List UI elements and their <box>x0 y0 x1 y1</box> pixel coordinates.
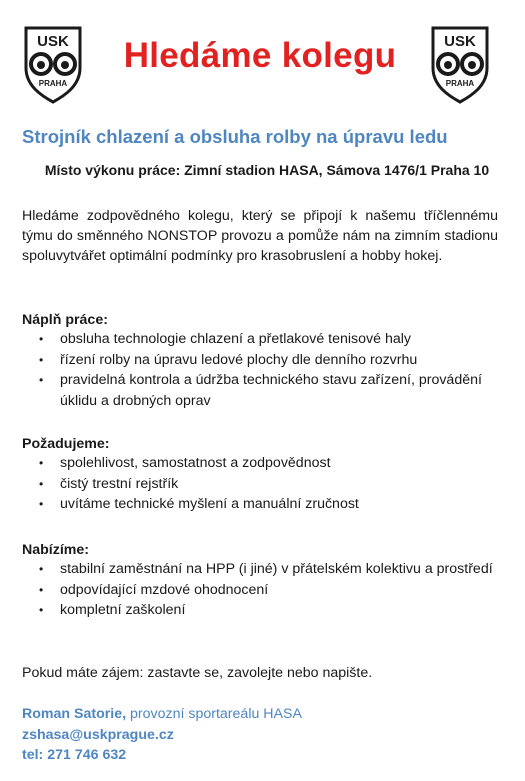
contact-person <box>22 704 502 725</box>
list-item <box>22 559 502 580</box>
job-title: Strojník chlazení a obsluha rolby na úpravu ledu <box>22 126 448 147</box>
contact-phone: tel: 271 746 632 <box>22 747 127 763</box>
list-item <box>22 580 502 601</box>
usk-praha-logo-left <box>20 24 86 104</box>
list-item-text: řízení rolby na úpravu ledové plochy dle denního rozvrhu <box>60 351 418 368</box>
list-item <box>22 329 502 350</box>
contact-block <box>22 704 502 766</box>
bullet-icon: • <box>39 332 44 346</box>
bullet-icon: • <box>39 456 44 470</box>
logo-top-text: USK <box>444 33 476 50</box>
list-item-text: kompletní zaškolení <box>60 602 186 618</box>
list-item-text: uvítáme technické myšlení a manuální zručnost <box>60 496 359 512</box>
logo-top-text: USK <box>37 33 69 50</box>
contact-name: Roman Satorie, <box>22 706 127 722</box>
logo-bottom-text: PRAHA <box>38 79 68 88</box>
closing-line: Pokud máte zájem: zastavte se, zavolejte nebo napište. <box>22 665 373 681</box>
bullet-icon: • <box>39 562 44 576</box>
bullet-list <box>22 329 502 411</box>
list-item-text: obsluha technologie chlazení a přetlakové tenisové haly <box>60 331 411 347</box>
list-item <box>22 370 502 411</box>
bullet-icon: • <box>39 352 44 367</box>
list-item <box>22 600 502 621</box>
bullet-icon: • <box>39 476 44 491</box>
section-offer <box>22 542 502 621</box>
bullet-list <box>22 559 502 621</box>
logo-bottom-text: PRAHA <box>445 79 475 88</box>
intro-paragraph: Hledáme zodpovědného kolegu, který se připojí k našemu tříčlennému týmu do směnného NONSTOP provozu a pomůže nám na zimním stadionu spoluvytvářet optimální podmínky pro krasobruslení a hobby hokej. <box>22 208 498 264</box>
list-item <box>22 474 502 495</box>
list-item <box>22 453 502 474</box>
usk-owl-shield-icon <box>427 24 493 104</box>
workplace-line: Místo výkonu práce: Zimní stadion HASA, Sámova 1476/1 Praha 10 <box>44 162 490 178</box>
usk-praha-logo-right <box>427 24 493 104</box>
bullet-icon: • <box>39 497 44 511</box>
bullet-icon: • <box>39 373 44 387</box>
list-item-text: pravidelná kontrola a údržba technického stavu zařízení, provádění úklidu a drobných oprav <box>60 372 482 409</box>
contact-role: provozní sportareálu HASA <box>126 706 302 722</box>
section-heading: Nabízíme: <box>22 542 90 558</box>
list-item-text: čistý trestní rejstřík <box>60 475 179 492</box>
list-item <box>22 494 502 515</box>
list-item-text: stabilní zaměstnání na HPP (i jiné) v přátelském kolektivu a prostředí <box>60 561 493 577</box>
headline: Hledáme kolegu <box>123 36 397 75</box>
list-item-text: odpovídající mzdové ohodnocení <box>60 581 269 598</box>
bullet-list <box>22 453 502 515</box>
section-heading: Náplň práce: <box>22 312 108 328</box>
section-duties <box>22 312 502 411</box>
list-item <box>22 350 502 371</box>
list-item-text: spolehlivost, samostatnost a zodpovědnost <box>60 455 331 471</box>
section-heading: Požadujeme: <box>22 436 110 452</box>
bullet-icon: • <box>39 603 44 617</box>
usk-owl-shield-icon <box>20 24 86 104</box>
contact-email-link[interactable]: zshasa@uskprague.cz <box>22 726 174 743</box>
section-requirements <box>22 436 502 515</box>
bullet-icon: • <box>39 582 44 597</box>
